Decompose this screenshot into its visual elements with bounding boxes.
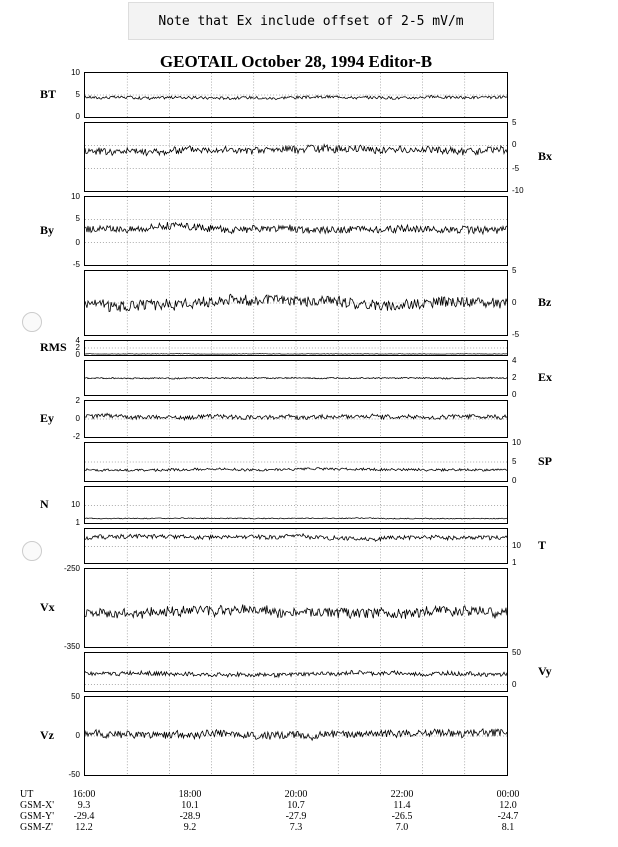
tick-label: -5: [512, 330, 520, 339]
tick-label: 5: [512, 118, 517, 127]
panel-label-bx: Bx: [538, 149, 553, 163]
tick-label: 0: [75, 237, 80, 247]
tick-label: -350: [63, 642, 80, 651]
tick-label: 0: [512, 390, 517, 399]
footer-row-label: GSM-X': [20, 800, 55, 811]
panel-label-ey: Ey: [40, 411, 55, 425]
x-tick-label: 22:00: [390, 789, 414, 800]
panel-label-t: T: [538, 538, 547, 552]
panel-label-vx: Vx: [40, 600, 55, 614]
tick-label: 4: [512, 356, 517, 365]
footer-value: 9.3: [77, 800, 91, 811]
tick-label: 10: [71, 192, 80, 201]
series-line-rms: [85, 354, 507, 355]
panel-plot-bz: [85, 271, 507, 335]
tick-label: 0: [512, 680, 517, 690]
panel-bx: [84, 122, 508, 192]
footer-row-label: GSM-Y': [20, 811, 55, 822]
x-tick-label: 18:00: [178, 789, 202, 800]
footer-value: 10.7: [287, 800, 305, 811]
panel-ey: [84, 400, 508, 438]
tick-label: 50: [71, 692, 80, 701]
panel-vx: [84, 568, 508, 648]
footer-value: -29.4: [73, 811, 95, 822]
panel-vz: [84, 696, 508, 776]
tick-label: 5: [75, 214, 80, 224]
tick-label: -2: [72, 432, 80, 441]
panel-bt: [84, 72, 508, 118]
tick-label: 0: [75, 414, 80, 423]
punch-hole: [22, 312, 42, 332]
series-line-n: [85, 518, 507, 519]
panel-plot-sp: [85, 443, 507, 481]
panel-vy: [84, 652, 508, 692]
tick-label: 4: [75, 336, 80, 345]
tick-label: 5: [512, 457, 517, 466]
panel-plot-ex: [85, 361, 507, 395]
panel-sp: [84, 442, 508, 482]
tick-label: 1: [75, 518, 80, 527]
panel-plot-t: [85, 529, 507, 563]
tick-label: 5: [512, 266, 517, 275]
footer-value: 12.2: [75, 822, 93, 833]
footer-value: 10.1: [181, 800, 199, 811]
tick-label: 10: [71, 68, 80, 77]
panel-label-sp: SP: [538, 454, 553, 468]
tick-label: 0: [75, 731, 80, 740]
tick-label: 0: [75, 350, 80, 359]
tick-label: 10: [512, 541, 521, 551]
panel-plot-vz: [85, 697, 507, 775]
panel-t: [84, 528, 508, 564]
panel-plot-vy: [85, 653, 507, 691]
panel-label-rms: RMS: [40, 340, 67, 354]
footer-value: 7.3: [289, 822, 303, 833]
footer-value: -27.9: [285, 811, 307, 822]
panel-n: [84, 486, 508, 524]
offset-note: Note that Ex include offset of 2-5 mV/m: [128, 2, 494, 40]
panel-label-n: N: [40, 497, 49, 511]
x-tick-label: 16:00: [72, 789, 96, 800]
panel-plot-rms: [85, 341, 507, 355]
chart-title: GEOTAIL October 28, 1994 Editor-B: [159, 52, 433, 71]
panel-ex: [84, 360, 508, 396]
tick-label: 2: [512, 373, 517, 382]
footer-value: 7.0: [395, 822, 409, 833]
panel-label-ex: Ex: [538, 370, 553, 384]
panel-plot-bx: [85, 123, 507, 191]
panel-label-vy: Vy: [538, 664, 552, 678]
tick-label: 10: [71, 500, 80, 510]
tick-label: 0: [512, 140, 517, 150]
panel-label-vz: Vz: [40, 728, 54, 742]
x-tick-label: 20:00: [284, 789, 308, 800]
tick-label: 2: [75, 343, 80, 352]
tick-label: 0: [75, 112, 80, 121]
tick-label: 0: [512, 476, 517, 485]
panel-bz: [84, 270, 508, 336]
tick-label: -5: [72, 260, 80, 269]
panel-plot-vx: [85, 569, 507, 647]
footer-value: 9.2: [183, 822, 197, 833]
panel-rms: [84, 340, 508, 356]
tick-label: 50: [512, 648, 521, 657]
footer-value: 12.0: [499, 800, 517, 811]
footer-value: -24.7: [497, 811, 519, 822]
panel-label-bt: BT: [40, 87, 57, 101]
tick-label: -50: [68, 770, 80, 779]
footer-value: -28.9: [179, 811, 201, 822]
panel-plot-n: [85, 487, 507, 523]
tick-label: 0: [512, 298, 517, 307]
tick-label: 5: [75, 90, 80, 99]
panel-plot-ey: [85, 401, 507, 437]
footer-value: 11.4: [393, 800, 411, 811]
panel-by: [84, 196, 508, 266]
tick-label: 2: [75, 396, 80, 405]
tick-label: -250: [63, 564, 80, 573]
tick-label: 10: [512, 438, 521, 447]
punch-hole: [22, 541, 42, 561]
panel-label-bz: Bz: [538, 295, 552, 309]
footer-row-label: GSM-Z': [20, 822, 53, 833]
panel-plot-bt: [85, 73, 507, 117]
panel-label-by: By: [40, 223, 55, 237]
tick-label: 1: [512, 558, 517, 567]
tick-label: -5: [512, 163, 520, 173]
x-tick-label: 00:00: [496, 789, 520, 800]
tick-label: -10: [512, 186, 524, 195]
footer-row-label: UT: [20, 789, 34, 800]
panel-plot-by: [85, 197, 507, 265]
footer-value: 8.1: [501, 822, 515, 833]
footer-value: -26.5: [391, 811, 413, 822]
